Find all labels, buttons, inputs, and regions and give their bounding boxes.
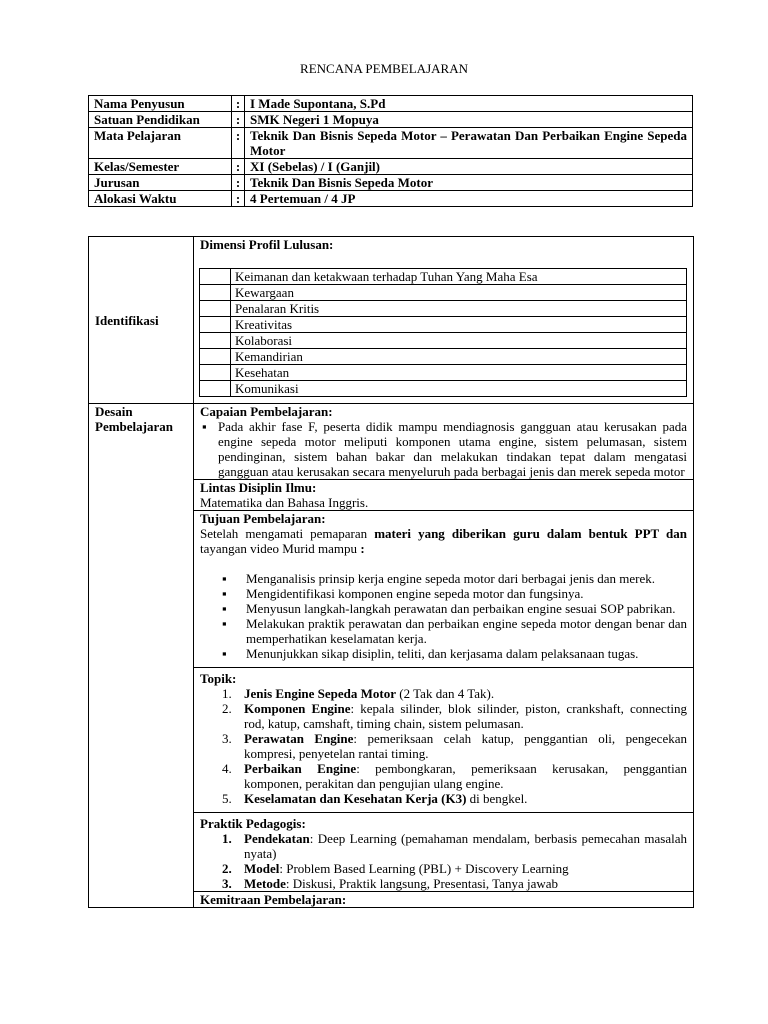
identity-label: Satuan Pendidikan [89, 112, 232, 128]
topik-term: Perbaikan Engine [244, 761, 357, 776]
identity-row-alokasi [89, 191, 693, 207]
dimensi-label: Kewargaan [231, 285, 687, 301]
topik-desc: : pemeriksaan celah katup, penggantian oli, pengecekan kompresi, penyetelan rantai timing. [244, 731, 687, 761]
topik-item [200, 791, 687, 806]
dimensi-label: Kolaborasi [231, 333, 687, 349]
tujuan-item: ▪ Mengidentifikasi komponen engine sepeda motor dan fungsinya. [200, 586, 687, 601]
identity-row-satuan [89, 112, 693, 128]
topik-heading: Topik: [200, 671, 237, 686]
topik-desc: di bengkel. [466, 791, 528, 806]
dimensi-item [200, 349, 687, 365]
praktik-desc: : Diskusi, Praktik langsung, Presentasi, Tanya jawab [285, 876, 559, 891]
colon: : [232, 96, 245, 112]
dimensi-label: Penalaran Kritis [231, 301, 687, 317]
praktik-desc: : Deep Learning (pemahaman mendalam, berbasis pemecahan masalah nyata) [244, 831, 687, 861]
kemitraan-cell [194, 892, 694, 908]
tujuan-intro [194, 526, 693, 556]
tujuan-item: ▪ Menganalisis prinsip kerja engine sepeda motor dari berbagai jenis dan merek. [200, 571, 687, 586]
topik-item [200, 701, 687, 731]
praktik-item [200, 876, 687, 891]
dimensi-label: Kemandirian [231, 349, 687, 365]
topik-term: Perawatan Engine [244, 731, 354, 746]
tujuan-intro-text: tayangan video Murid mampu [200, 541, 361, 556]
tujuan-cell [194, 511, 694, 668]
tujuan-intro-colon: : [360, 541, 365, 556]
topik-desc: : pembongkaran, pemeriksaan kerusakan, penggantian komponen, perakitan dan pengujian ulang engine. [244, 761, 687, 791]
dimensi-item [200, 269, 687, 285]
dimensi-label: Keimanan dan ketakwaan terhadap Tuhan Yang Maha Esa [231, 269, 687, 285]
kemitraan-heading: Kemitraan Pembelajaran: [200, 892, 347, 907]
dimensi-item [200, 317, 687, 333]
capaian-text: ▪ Pada akhir fase F, peserta didik mampu mendiagnosis gangguan atau kerusakan pada engine sepeda motor meliputi komponen utama engine, sistem pelumasan, sistem pendinginan, sistem bahan bakar dan melakukan tindakan tepat dalam mengatasi gangguan atau kerusakan secara menyeluruh pada berbagai jenis dan merek sepeda motor [200, 419, 687, 479]
praktik-term: Metode [244, 876, 286, 891]
topik-desc: (2 Tak dan 4 Tak). [396, 686, 495, 701]
lintas-text: Matematika dan Bahasa Inggris. [200, 495, 369, 510]
identity-label: Nama Penyusun [89, 96, 232, 112]
colon: : [232, 128, 245, 159]
colon: : [232, 175, 245, 191]
capaian-heading: Capaian Pembelajaran: [200, 404, 333, 419]
dimensi-list [199, 268, 687, 397]
identity-label: Alokasi Waktu [89, 191, 232, 207]
dimensi-item [200, 333, 687, 349]
tujuan-item: ▪ Melakukan praktik perawatan dan perbaikan engine sepeda motor dengan benar dan memperhatikan keselamatan kerja. [200, 616, 687, 646]
identity-value: 4 Pertemuan / 4 JP [245, 191, 693, 207]
topik-item [200, 686, 687, 701]
dimensi-label: Komunikasi [231, 381, 687, 397]
identity-value: XI (Sebelas) / I (Ganjil) [245, 159, 693, 175]
topik-item [200, 761, 687, 791]
item-number: 2. [222, 701, 232, 716]
desain-label: Desain Pembelajaran [89, 404, 194, 908]
colon: : [232, 191, 245, 207]
dimensi-label: Kesehatan [231, 365, 687, 381]
document-title: RENCANA PEMBELAJARAN [300, 61, 468, 76]
item-number: 1. [222, 831, 232, 846]
identity-table [88, 95, 693, 207]
identity-label: Kelas/Semester [89, 159, 232, 175]
identity-value: Teknik Dan Bisnis Sepeda Motor – Perawatan Dan Perbaikan Engine Sepeda Motor [245, 128, 693, 159]
praktik-list [200, 831, 687, 891]
colon: : [232, 159, 245, 175]
topik-term: Jenis Engine Sepeda Motor [244, 686, 397, 701]
identity-row-kelas [89, 159, 693, 175]
dimensi-item [200, 365, 687, 381]
identifikasi-label: Identifikasi [89, 237, 194, 404]
topik-list [200, 686, 687, 806]
tujuan-item: ▪ Menyusun langkah-langkah perawatan dan perbaikan engine sesuai SOP pabrikan. [200, 601, 687, 616]
topik-term: Keselamatan dan Kesehatan Kerja (K3) [244, 791, 467, 806]
lesson-plan-table [88, 236, 694, 908]
topik-term: Komponen Engine [244, 701, 351, 716]
colon: : [232, 112, 245, 128]
identity-row-mapel [89, 128, 693, 159]
identity-value: I Made Supontana, S.Pd [245, 96, 693, 112]
identity-row-jurusan [89, 175, 693, 191]
praktik-term: Model [244, 861, 280, 876]
tujuan-intro-bold: materi yang diberikan guru dalam bentuk PPT dan [374, 526, 687, 541]
praktik-desc: : Problem Based Learning (PBL) + Discovery Learning [279, 861, 569, 876]
topik-item [200, 731, 687, 761]
capaian-cell [194, 404, 694, 480]
topik-cell [194, 668, 694, 813]
tujuan-intro-text: Setelah mengamati pemaparan [200, 526, 375, 541]
item-number: 1. [222, 686, 232, 701]
identifikasi-row [89, 237, 694, 404]
praktik-cell [194, 813, 694, 892]
dimensi-item [200, 301, 687, 317]
item-number: 3. [222, 731, 232, 746]
item-number: 5. [222, 791, 232, 806]
lintas-heading: Lintas Disiplin Ilmu: [200, 480, 317, 495]
praktik-term: Pendekatan [244, 831, 310, 846]
praktik-item [200, 831, 687, 861]
tujuan-item: ▪ Menunjukkan sikap disiplin, teliti, dan kerjasama dalam pelaksanaan tugas. [200, 646, 687, 661]
identity-value: Teknik Dan Bisnis Sepeda Motor [245, 175, 693, 191]
praktik-heading: Praktik Pedagogis: [200, 816, 306, 831]
item-number: 3. [222, 876, 232, 891]
dimensi-item [200, 381, 687, 397]
capaian-row [89, 404, 694, 480]
item-number: 4. [222, 761, 232, 776]
capaian-list [200, 419, 687, 479]
dimensi-label: Kreativitas [231, 317, 687, 333]
identity-value: SMK Negeri 1 Mopuya [245, 112, 693, 128]
identity-label: Jurusan [89, 175, 232, 191]
dimensi-item [200, 285, 687, 301]
identifikasi-content [194, 237, 694, 404]
item-number: 2. [222, 861, 232, 876]
tujuan-heading: Tujuan Pembelajaran: [200, 511, 326, 526]
praktik-item [200, 861, 687, 876]
tujuan-list [200, 571, 687, 661]
lintas-cell [194, 480, 694, 511]
topik-desc: : kepala silinder, blok silinder, piston, crankshaft, connecting rod, katup, camshaft, timing chain, sistem pelumasan. [244, 701, 687, 731]
identity-row-penyusun [89, 96, 693, 112]
identity-label: Mata Pelajaran [89, 128, 232, 159]
dimensi-heading: Dimensi Profil Lulusan: [200, 237, 334, 252]
